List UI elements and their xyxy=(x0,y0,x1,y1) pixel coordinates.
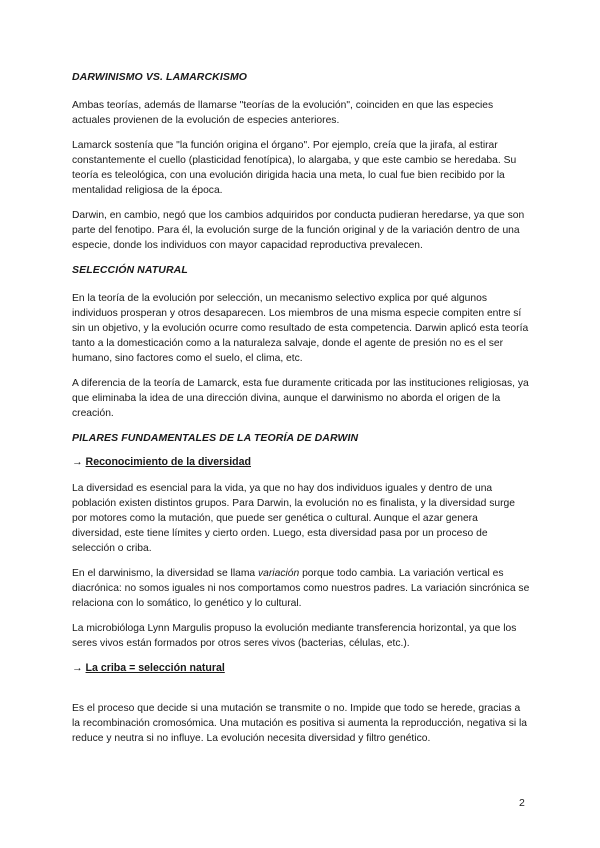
arrow-right-icon: → xyxy=(72,662,83,674)
section-title-darwinismo: DARWINISMO VS. LAMARCKISMO xyxy=(72,71,248,83)
paragraph: A diferencia de la teoría de Lamarck, esta fue duramente criticada por las instituciones religiosas, ya que eliminaba la idea de una dirección divina, aunque el darwinismo no aborda el origen de la creación. xyxy=(72,378,529,419)
paragraph: La microbióloga Lynn Margulis propuso la evolución mediante transferencia horizontal, ya que los seres vivos están formados por otros seres vivos (bacterias, células, etc.). xyxy=(72,623,517,649)
section-title-pilares: PILARES FUNDAMENTALES DE LA TEORÍA DE DARWIN xyxy=(72,432,359,444)
paragraph: La diversidad es esencial para la vida, ya que no hay dos individuos iguales y dentro de una población existen distintos grupos. Para Darwin, la evolución no es finalista, y la diversidad surge por motores como la mutación, que puede ser genética o cultural. Aunque el azar genera diversidad, este tiene límites y cierto orden. Luego, esta diversidad pasa por un proceso de selección o criba. xyxy=(72,483,516,554)
paragraph: En la teoría de la evolución por selección, un mecanismo selectivo explica por qué algunos individuos prosperan y otros desaparecen. Los miembros de una misma especie compiten entre sí sin un objetivo, y la evolución ocurre como resultado de esta competencia. Darwin aplicó esta teoría tanto a la domesticación como a la naturaleza salvaje, donde el agente de presión no es el ser humano, sino factores como el suelo, el clima, etc. xyxy=(72,293,529,364)
section-title-seleccion: SELECCIÓN NATURAL xyxy=(72,264,188,276)
paragraph: Darwin, en cambio, negó que los cambios adquiridos por conducta pudieran heredarse, ya que son parte del fenotipo. Para él, la evolución surge de la función original y de la variación dentro de una especie, donde los individuos con mayor capacidad reproductiva prevalecen. xyxy=(72,210,525,251)
paragraph xyxy=(72,566,530,611)
page-number: 2 xyxy=(519,797,525,809)
paragraph: Lamarck sostenía que "la función origina el órgano". Por ejemplo, creía que la jirafa, al estirar constantemente el cuello (plasticidad fenotípica), lo alargaba, y que este cambio se heredaba. Su teoría es teleológica, con una evolución dirigida hacia una meta, lo cual fue bien recibido por la mentalidad religiosa de la época. xyxy=(72,140,517,196)
subsection-heading-criba xyxy=(72,661,530,675)
text-run: porque todo cambia. La variación vertical es diacrónica: no somos iguales ni nos comportamos como nuestros padres. La variación sincrónica se relaciona con lo somático, lo genético y lo cultural. xyxy=(72,568,530,609)
emphasis: variación xyxy=(258,568,300,579)
page-content xyxy=(72,70,530,756)
subsection-label: Reconocimiento de la diversidad xyxy=(85,456,251,468)
subsection-heading-diversidad xyxy=(72,455,530,469)
subsection-label: La criba = selección natural xyxy=(85,662,225,674)
text-run: En el darwinismo, la diversidad se llama xyxy=(72,568,258,579)
paragraph: Es el proceso que decide si una mutación se transmite o no. Impide que todo se herede, gracias a la recombinación cromosómica. Una mutación es positiva si aumenta la reproducción, negativa si la reduce y neutra si no influye. La evolución necesita diversidad y filtro genético. xyxy=(72,703,528,744)
paragraph: Ambas teorías, además de llamarse "teorías de la evolución", coinciden en que las especies actuales provienen de la evolución de especies anteriores. xyxy=(72,100,494,126)
arrow-right-icon: → xyxy=(72,456,83,468)
